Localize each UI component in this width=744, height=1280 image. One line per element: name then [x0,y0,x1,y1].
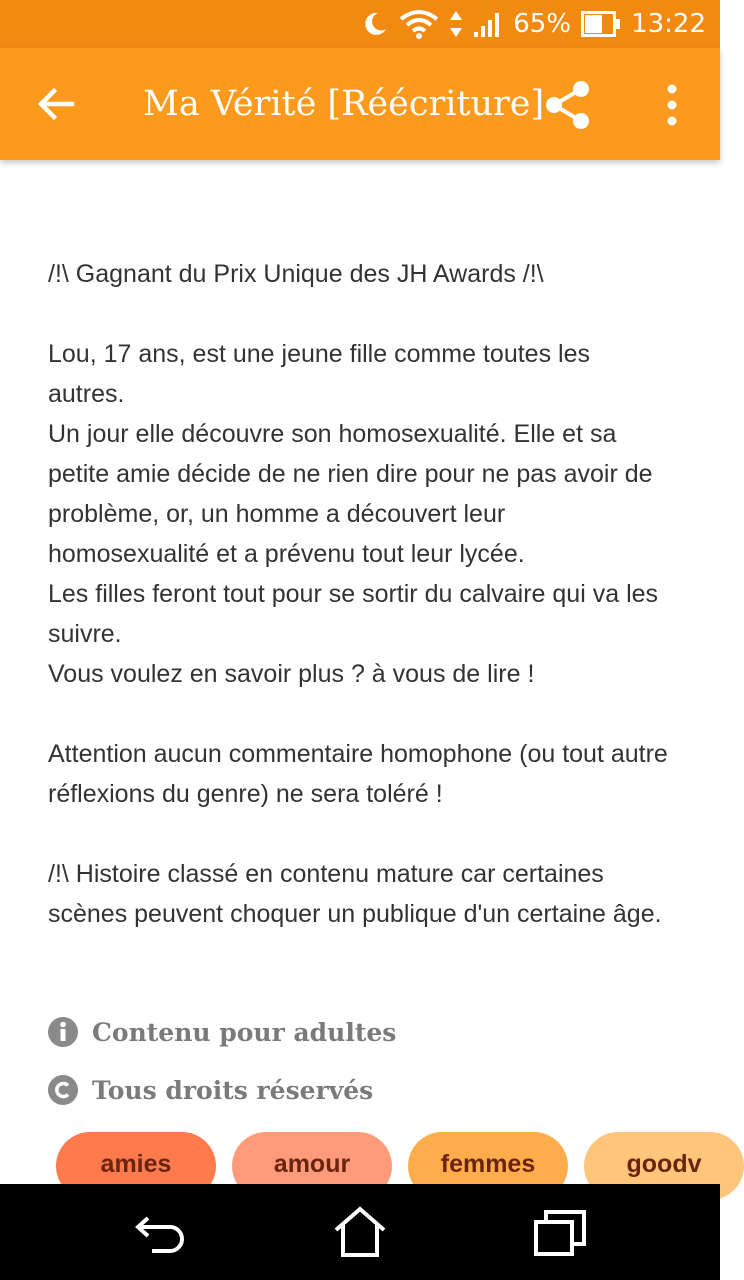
tag-chip[interactable]: amies [56,1132,216,1200]
share-button[interactable] [540,78,594,132]
status-icons [361,0,706,48]
nav-home-button[interactable] [332,1206,388,1258]
copyright-row [48,1073,373,1107]
nav-back-icon [132,1206,188,1258]
tag-chip[interactable]: amour [232,1132,392,1200]
status-bar [0,0,720,48]
more-vert-icon [656,82,688,128]
tag-chip[interactable]: femmes [408,1132,568,1200]
back-button[interactable] [34,82,78,126]
mature-content-row [48,1015,396,1049]
tag-list [56,1132,702,1184]
signal-strength-icon [473,10,503,38]
recent-apps-icon [532,1206,588,1258]
do-not-disturb-moon-icon [361,10,389,38]
system-navigation-bar [0,1184,720,1280]
home-icon [332,1206,388,1258]
wifi-icon [399,9,439,39]
copyright-icon [48,1075,78,1105]
story-description: /!\ Gagnant du Prix Unique des JH Awards /!\ Lou, 17 ans, est une jeune fille comme toutes les autres. Un jour elle découvre son homosexualité. Elle et sa petite amie décide de ne rien dire pour ne pas avoir de problème, or, un homme a découvert leur homosexualité et a prévenu tout leur lycée. Les filles feront tout pour se sortir du calvaire qui va les suivre. Vous voulez en savoir plus ? à vous de lire ! Attention aucun commentaire homophone (ou tout autre réflexions du genre) ne sera toléré ! /!\ Histoire classé en contenu mature car certaines scènes peuvent choquer un publique d'un certaine âge. [48,260,668,928]
info-icon [48,1017,78,1047]
share-icon [540,78,594,132]
nav-back-button[interactable] [132,1206,188,1258]
copyright-label: Tous droits réservés [92,1075,374,1105]
app-bar [0,48,720,160]
more-options-button[interactable] [656,82,688,128]
mature-content-label: Contenu pour adultes [92,1017,397,1047]
data-transfer-icon [449,9,463,39]
arrow-back-icon [34,82,78,126]
story-title: Ma Vérité [Réécriture] [143,84,545,124]
battery-icon [581,11,621,37]
nav-recents-button[interactable] [532,1206,588,1258]
tag-chip[interactable]: goodv [584,1132,744,1200]
clock-time: 13:22 [631,9,706,39]
battery-percent: 65% [513,9,572,39]
